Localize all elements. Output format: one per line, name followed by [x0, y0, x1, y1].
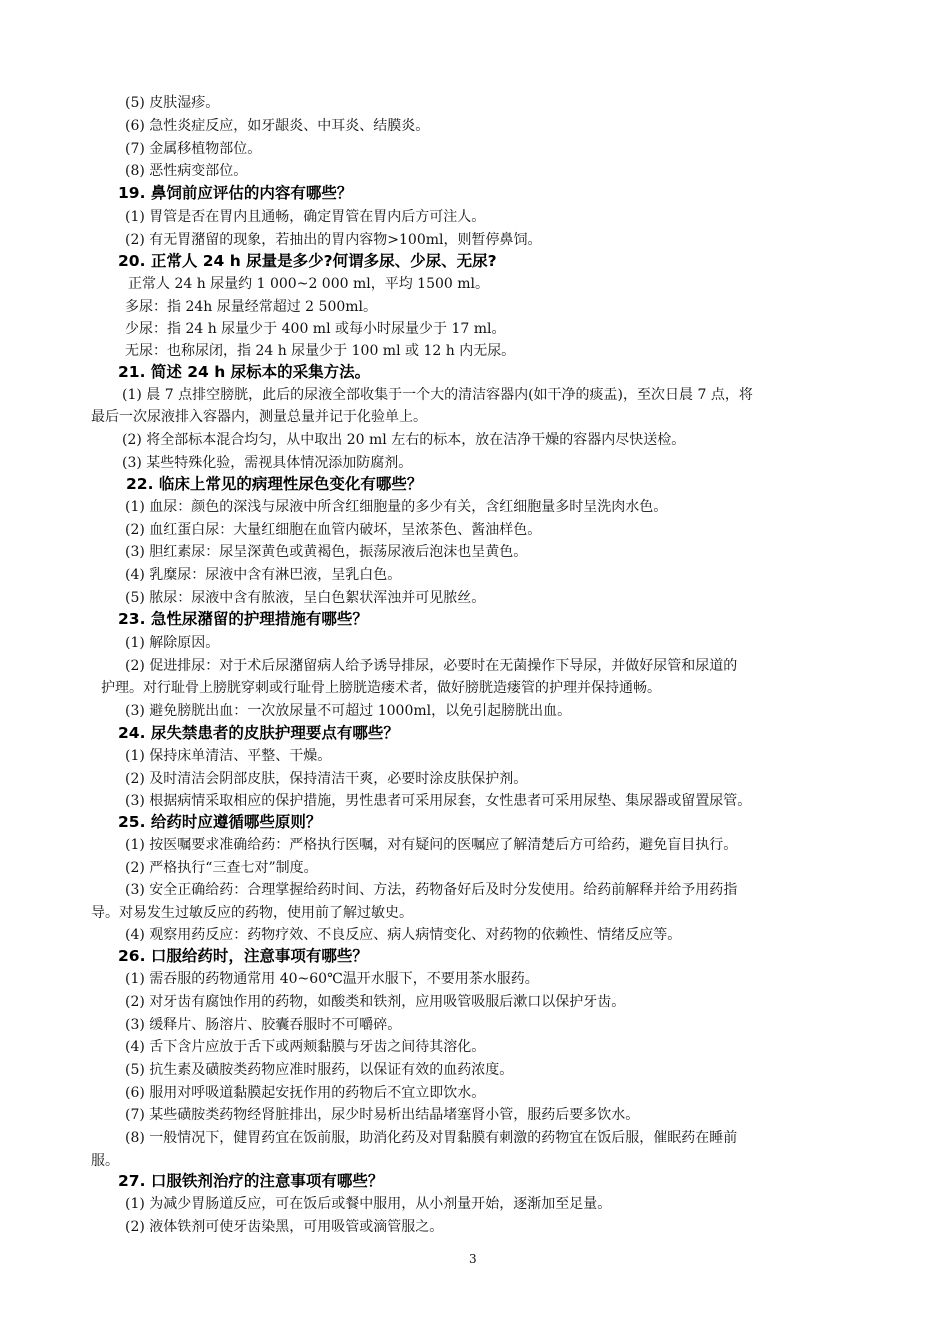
- paragraph-line: (4) 舌下含片应放于舌下或两颊黏膜与牙齿之间待其溶化。: [125, 1039, 486, 1055]
- paragraph-line: (1) 为减少胃肠道反应，可在饭后或餐中服用，从小剂量开始，逐渐加至足量。: [125, 1196, 612, 1212]
- question-heading: 19. 鼻饲前应评估的内容有哪些？: [118, 184, 353, 202]
- paragraph-line: (1) 按医嘱要求准确给药：严格执行医嘱，对有疑问的医嘱应了解清楚后方可给药，避免盲目执行。: [125, 837, 738, 853]
- paragraph-line: (2) 血红蛋白尿：大量红细胞在血管内破坏，呈浓茶色、酱油样色。: [125, 522, 542, 538]
- question-heading: 24. 尿失禁患者的皮肤护理要点有哪些？: [118, 724, 399, 742]
- paragraph-line: 服。: [91, 1153, 119, 1169]
- paragraph-line: (3) 避免膀胱出血：一次放尿量不可超过 1000ml，以免引起膀胱出血。: [125, 703, 572, 719]
- paragraph-line: (2) 及时清洁会阴部皮肤，保持清洁干爽，必要时涂皮肤保护剂。: [125, 771, 528, 787]
- paragraph-line: (2) 严格执行“三查七对”制度。: [125, 860, 318, 876]
- paragraph-line: 少尿：指 24 h 尿量少于 400 ml 或每小时尿量少于 17 ml。: [125, 321, 506, 337]
- paragraph-line: (2) 有无胃潴留的现象，若抽出的胃内容物>100ml，则暂停鼻饲。: [125, 232, 542, 248]
- paragraph-line: 护理。对行耻骨上膀胱穿刺或行耻骨上膀胱造瘘术者，做好膀胱造瘘管的护理并保持通畅。: [101, 680, 661, 696]
- question-heading: 22. 临床上常见的病理性尿色变化有哪些？: [126, 475, 423, 493]
- paragraph-line: (1) 胃管是否在胃内且通畅，确定胃管在胃内后方可注人。: [125, 209, 486, 225]
- paragraph-line: 多尿：指 24h 尿量经常超过 2 500ml。: [125, 299, 378, 315]
- paragraph-line: (2) 对牙齿有腐蚀作用的药物，如酸类和铁剂，应用吸管吸服后漱口以保护牙齿。: [125, 994, 626, 1010]
- paragraph-line: (3) 某些特殊化验，需视具体情况添加防腐剂。: [122, 455, 413, 471]
- paragraph-line: (3) 安全正确给药：合理掌握给药时间、方法，药物备好后及时分发使用。给药前解释并给予用药指: [125, 882, 738, 898]
- question-heading: 20. 正常人 24 h 尿量是多少?何谓多尿、少尿、无尿?: [118, 252, 497, 270]
- paragraph-line: (4) 观察用药反应：药物疗效、不良反应、病人病情变化、对药物的依赖性、情绪反应等。: [125, 927, 682, 943]
- paragraph-line: (1) 晨 7 点排空膀胱，此后的尿液全部收集于一个大的清洁容器内(如干净的痰盂)，至次日晨 7 点，将: [122, 387, 753, 403]
- paragraph-line: (7) 金属移植物部位。: [125, 141, 262, 157]
- paragraph-line: (1) 需吞服的药物通常用 40~60℃温开水服下，不要用茶水服药。: [125, 971, 539, 987]
- paragraph-line: (2) 促进排尿：对于术后尿潴留病人给予诱导排尿，必要时在无菌操作下导尿，并做好尿管和尿道的: [125, 658, 738, 674]
- paragraph-line: (2) 液体铁剂可使牙齿染黑，可用吸管或滴管服之。: [125, 1219, 444, 1235]
- paragraph-line: (3) 根据病情采取相应的保护措施，男性患者可采用尿套，女性患者可采用尿垫、集尿器或留置尿管。: [125, 793, 752, 809]
- question-heading: 27. 口服铁剂治疗的注意事项有哪些？: [118, 1172, 384, 1190]
- paragraph-line: 正常人 24 h 尿量约 1 000~2 000 ml，平均 1500 ml。: [128, 276, 490, 292]
- paragraph-line: 最后一次尿液排入容器内，测量总量并记于化验单上。: [91, 409, 427, 425]
- page-number: 3: [469, 1252, 477, 1266]
- paragraph-line: (6) 急性炎症反应，如牙龈炎、中耳炎、结膜炎。: [125, 118, 430, 134]
- question-heading: 23. 急性尿潴留的护理措施有哪些？: [118, 610, 368, 628]
- paragraph-line: 导。对易发生过敏反应的药物，使用前了解过敏史。: [91, 905, 413, 921]
- question-heading: 25. 给药时应遵循哪些原则？: [118, 813, 322, 831]
- paragraph-line: (1) 保持床单清洁、平整、干燥。: [125, 748, 332, 764]
- paragraph-line: (7) 某些磺胺类药物经肾脏排出，尿少时易析出结晶堵塞肾小管，服药后要多饮水。: [125, 1107, 640, 1123]
- paragraph-line: (5) 皮肤湿疹。: [125, 95, 220, 111]
- paragraph-line: (1) 解除原因。: [125, 635, 220, 651]
- paragraph-line: (5) 脓尿：尿液中含有脓液，呈白色絮状浑浊并可见脓丝。: [125, 590, 486, 606]
- paragraph-line: (4) 乳糜尿：尿液中含有淋巴液，呈乳白色。: [125, 567, 402, 583]
- question-heading: 26. 口服给药时，注意事项有哪些？: [118, 947, 368, 965]
- paragraph-line: (3) 胆红素尿：尿呈深黄色或黄褐色，振荡尿液后泡沫也呈黄色。: [125, 544, 528, 560]
- paragraph-line: (5) 抗生素及磺胺类药物应准时服药，以保证有效的血药浓度。: [125, 1062, 514, 1078]
- question-heading: 21. 简述 24 h 尿标本的采集方法。: [118, 363, 371, 381]
- paragraph-line: 无尿：也称尿闭，指 24 h 尿量少于 100 ml 或 12 h 内无尿。: [125, 343, 516, 359]
- paragraph-line: (8) 一般情况下，健胃药宜在饭前服，助消化药及对胃黏膜有刺激的药物宜在饭后服，催眠药在睡前: [125, 1130, 738, 1146]
- paragraph-line: (3) 缓释片、肠溶片、胶囊吞服时不可嚼碎。: [125, 1017, 402, 1033]
- paragraph-line: (8) 恶性病变部位。: [125, 163, 248, 179]
- paragraph-line: (1) 血尿：颜色的深浅与尿液中所含红细胞量的多少有关，含红细胞量多时呈洗肉水色。: [125, 499, 668, 515]
- paragraph-line: (6) 服用对呼吸道黏膜起安抚作用的药物后不宜立即饮水。: [125, 1085, 486, 1101]
- paragraph-line: (2) 将全部标本混合均匀，从中取出 20 ml 左右的标本，放在洁净干燥的容器内尽快送检。: [122, 432, 686, 448]
